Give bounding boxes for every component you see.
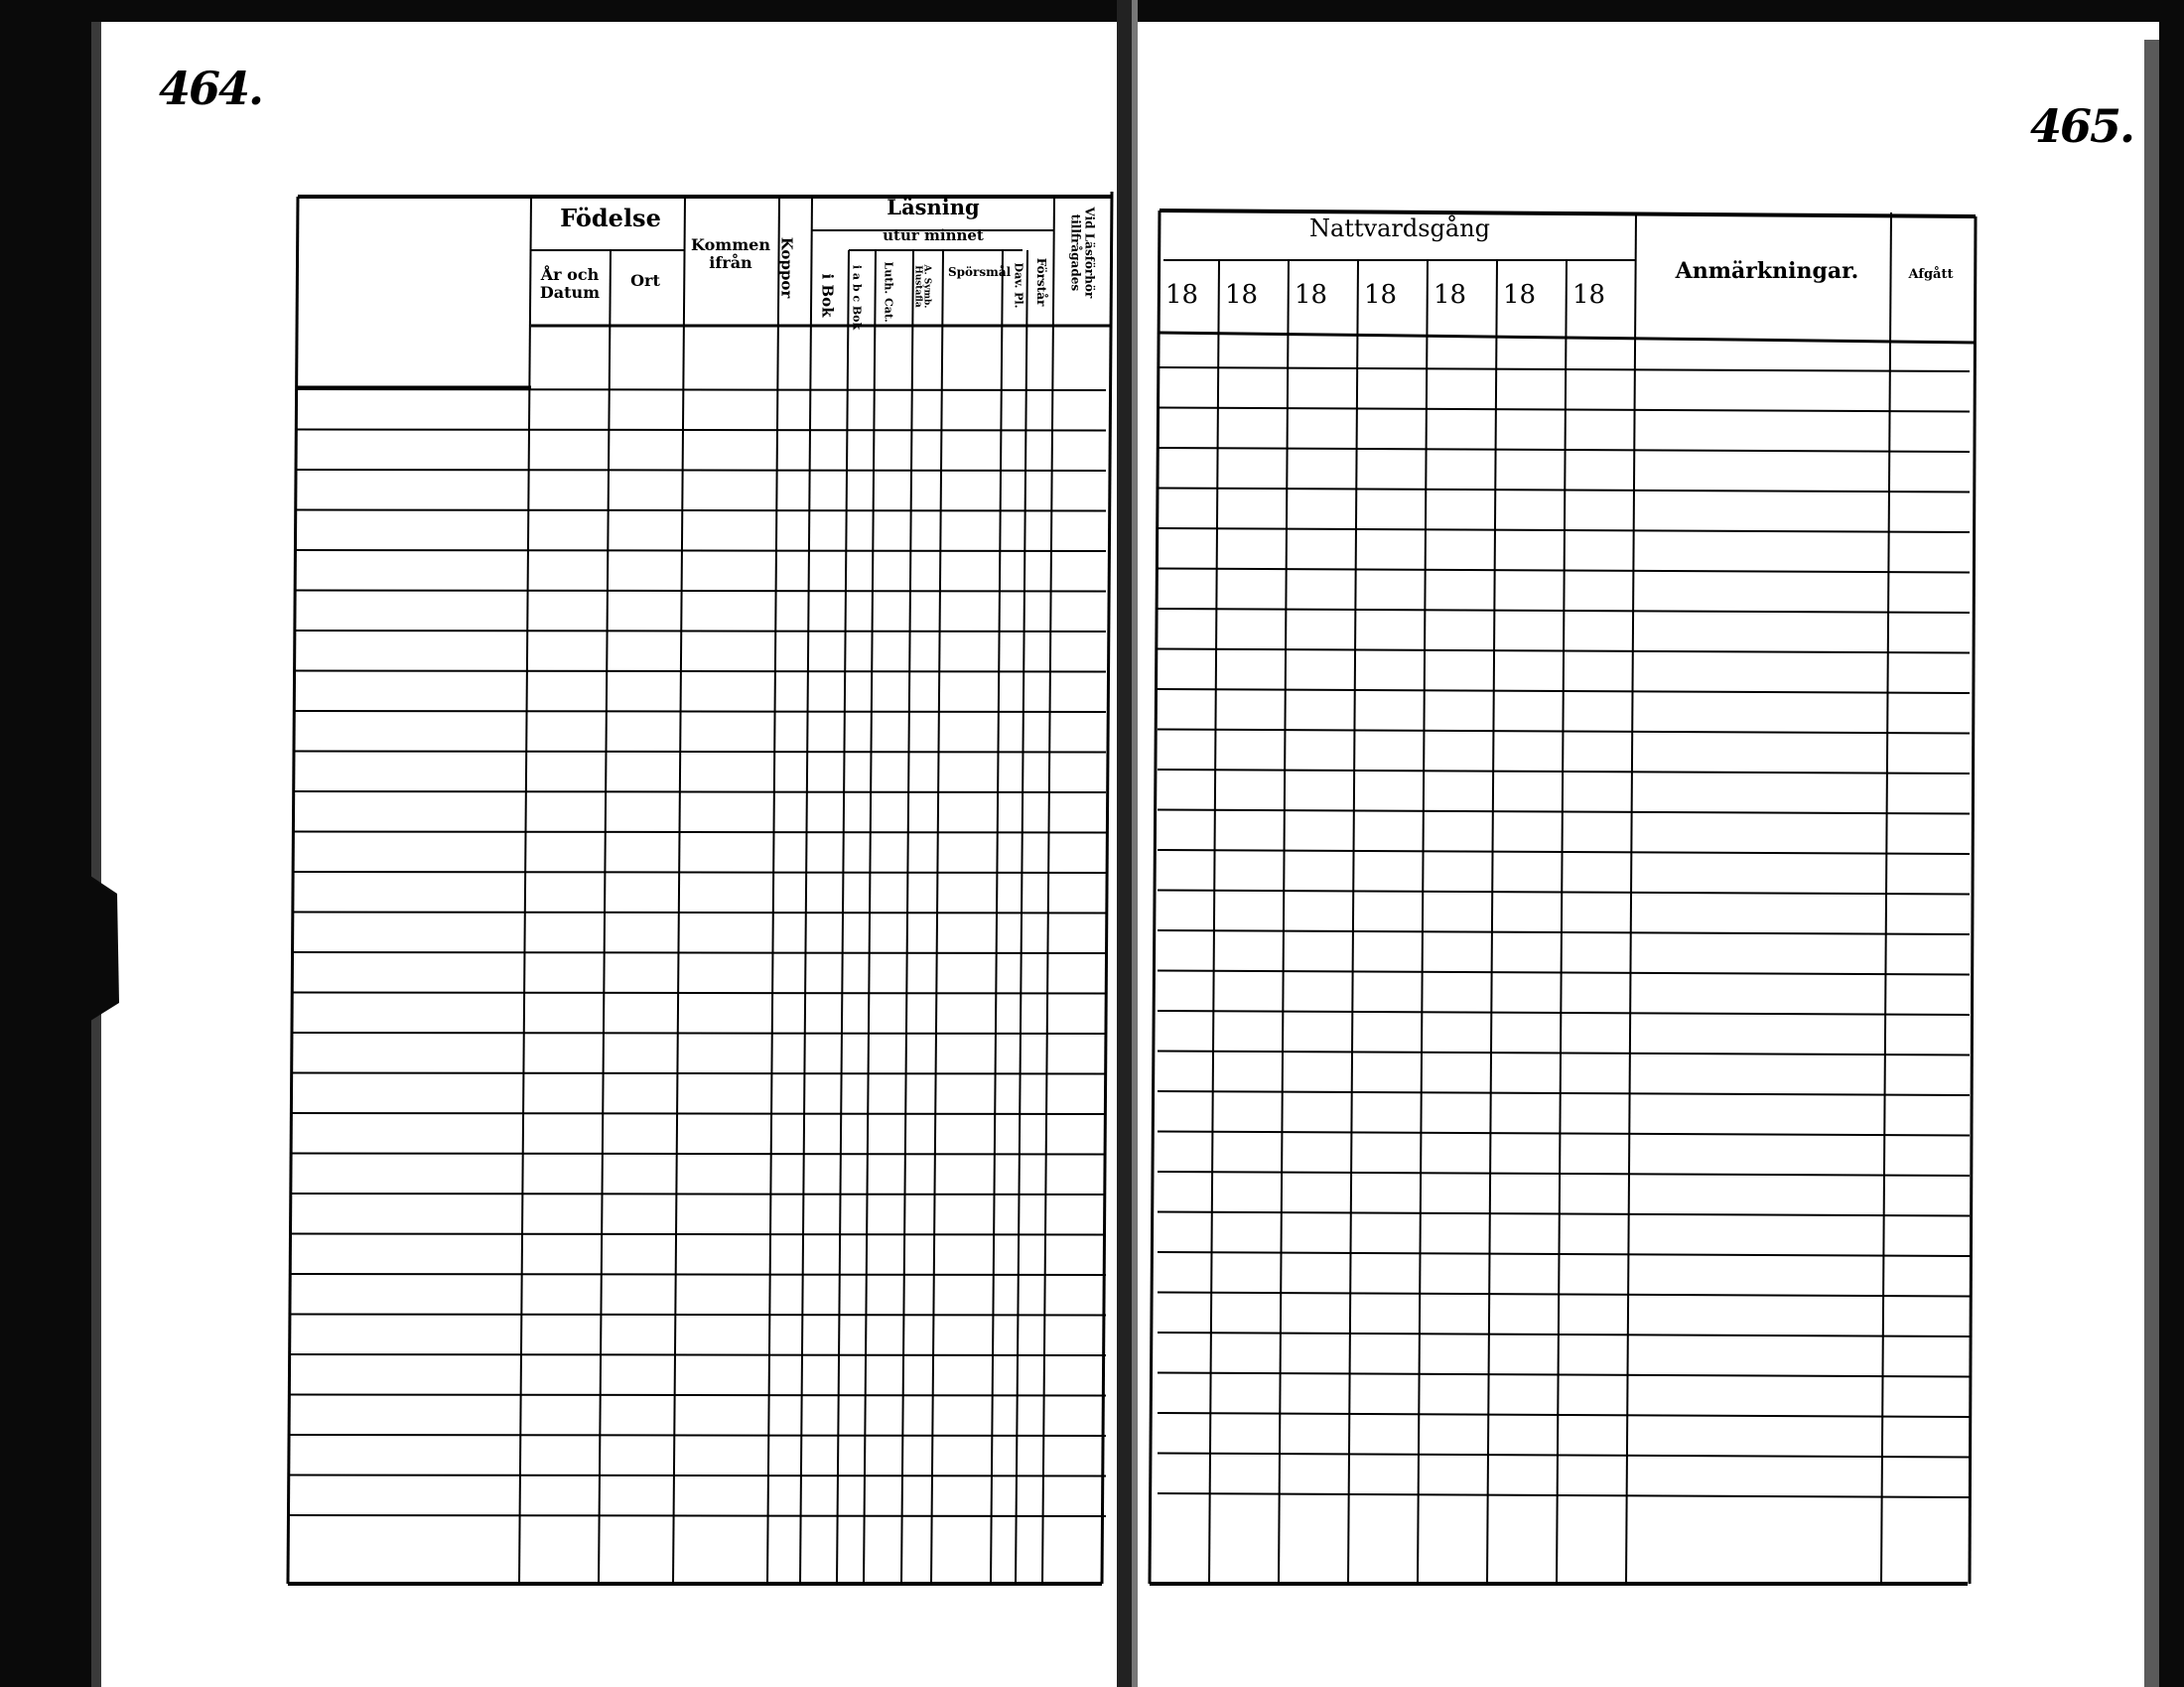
left-row-rule [294, 671, 1106, 672]
left-row-rule [289, 1354, 1106, 1355]
right-row-rule [1158, 1011, 1970, 1015]
right-header-bottom [1160, 333, 1976, 343]
right-right-edge [1970, 216, 1976, 1584]
left-row-rule [296, 389, 1106, 390]
left-row-rule [290, 1154, 1106, 1155]
right-row-rule [1158, 810, 1970, 814]
header-fodelse: Födelse [560, 204, 661, 232]
right-col-line [1279, 260, 1289, 1584]
year-label: 18 [1225, 280, 1259, 310]
header-a-symb-hustafla: A. Symb. Hustafla [912, 264, 932, 309]
left-row-rule [290, 1234, 1106, 1235]
left-col-line [1042, 197, 1054, 1584]
year-label: 18 [1295, 280, 1328, 310]
right-col-line [1881, 212, 1891, 1584]
right-row-rule [1158, 1212, 1970, 1216]
right-row-rule [1158, 489, 1970, 492]
left-col-line [864, 250, 876, 1584]
year-label: 18 [1165, 280, 1199, 310]
left-row-rule [292, 913, 1106, 914]
left-outer-edge [288, 197, 298, 1584]
right-row-rule [1158, 1293, 1970, 1297]
header-kommen-ifran: Kommen ifrån [691, 235, 770, 272]
header-sporsmal: Spörsmål [948, 265, 1012, 279]
left-col-line [800, 197, 812, 1584]
left-row-rule [295, 510, 1106, 511]
left-row-rule [292, 952, 1106, 953]
year-label: 18 [1503, 280, 1537, 310]
right-col-line [1348, 260, 1358, 1584]
left-col-line [1012, 250, 1027, 1584]
right-col-line [1626, 212, 1636, 1584]
header-anmarkningar: Anmärkningar. [1675, 258, 1859, 284]
left-row-rule [289, 1395, 1107, 1396]
left-page-number: 464. [159, 62, 263, 115]
header-forstar: Förstår [1034, 257, 1048, 307]
header-lasning: Läsning [887, 195, 980, 219]
right-row-rule [1158, 408, 1970, 412]
year-label: 18 [1364, 280, 1398, 310]
header-afgatt: Afgått [1908, 267, 1954, 282]
right-col-line [1209, 260, 1219, 1584]
left-col-line [519, 197, 531, 1584]
left-binding-edge [0, 0, 91, 1687]
left-col-line [931, 250, 943, 1584]
right-page-number: 465. [2030, 99, 2134, 153]
left-row-rule [295, 550, 1106, 551]
left-right-edge [1102, 192, 1112, 1584]
left-col-line [767, 197, 779, 1584]
left-row-rule [295, 470, 1106, 471]
left-row-rule [288, 1435, 1106, 1436]
left-row-rule [291, 1073, 1106, 1074]
left-row-rule [293, 832, 1106, 833]
right-row-rule [1158, 1132, 1970, 1136]
right-row-rule [1158, 1333, 1970, 1336]
left-row-rule [293, 791, 1106, 792]
left-row-rule [293, 752, 1106, 753]
right-row-rule [1158, 971, 1970, 975]
header-vid-lasforhor: Vid Läsförhör tillfrågades [1068, 207, 1097, 299]
header-ar-och-datum: År och Datum [539, 265, 601, 302]
right-outer-edge [1150, 211, 1160, 1584]
year-label: 18 [1433, 280, 1467, 310]
right-row-rule [1158, 930, 1970, 934]
left-row-rule [291, 1033, 1106, 1034]
left-row-rule [292, 872, 1106, 873]
left-row-rule [294, 711, 1106, 712]
left-row-rule [288, 1515, 1106, 1516]
right-edge [2159, 0, 2184, 1687]
right-row-rule [1158, 1172, 1970, 1176]
right-row-rule [1158, 850, 1970, 854]
binding-clip [87, 874, 119, 1023]
year-label: 18 [1572, 280, 1606, 310]
right-row-rule [1158, 1091, 1970, 1095]
left-row-rule [291, 1113, 1106, 1114]
left-row-rule [294, 631, 1106, 632]
right-row-rule [1158, 367, 1970, 371]
left-col-line [673, 197, 685, 1584]
right-row-rule [1158, 1252, 1970, 1256]
right-row-rule [1158, 448, 1970, 452]
left-row-rule [296, 430, 1106, 431]
header-koppor: Koppor [777, 236, 796, 299]
header-i-bok: i Bok [818, 273, 837, 318]
left-row-rule [290, 1194, 1106, 1195]
header-luth-cat: Luth. Cat. [882, 261, 895, 323]
right-row-rule [1158, 1052, 1970, 1055]
left-col-line [991, 250, 1003, 1584]
left-col-line [599, 250, 611, 1584]
header-abc-bok: i a b c Bok [850, 264, 864, 331]
header-nattvardsgang: Nattvardsgång [1308, 214, 1491, 242]
right-row-rule [1158, 891, 1970, 895]
left-row-rule [295, 591, 1107, 592]
header-utur-minnet: utur minnet [883, 226, 984, 244]
left-row-rule [289, 1274, 1106, 1275]
right-col-line [1557, 260, 1567, 1584]
left-row-rule [292, 993, 1107, 994]
left-row-rule [289, 1315, 1106, 1316]
header-dav-pl: Dav. Pl. [1012, 262, 1025, 309]
header-ort: Ort [630, 271, 660, 290]
right-col-line [1487, 260, 1497, 1584]
top-edge [0, 0, 2184, 22]
right-col-line [1418, 260, 1428, 1584]
left-col-line [901, 250, 913, 1584]
left-col-line [837, 250, 849, 1584]
